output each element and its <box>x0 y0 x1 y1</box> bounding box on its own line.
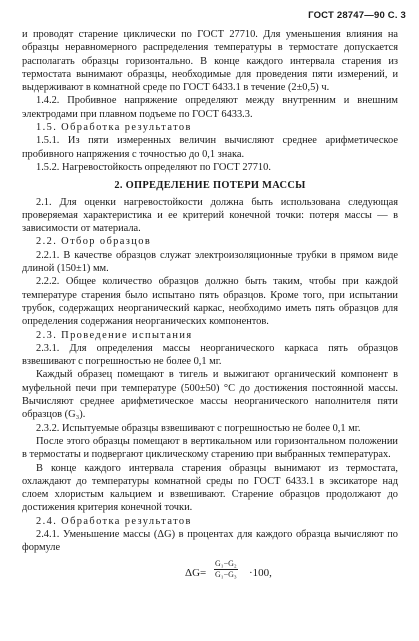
paragraph: После этого образцы помещают в вертикальном или горизонтальном положении в термостаты и подвергают циклическому старению при выбранных температурах. <box>22 435 398 461</box>
formula-lhs: ΔG= <box>185 566 207 579</box>
paragraph: 2.2.2. Общее количество образцов должно быть таким, чтобы при каждой температуре старения было испытано пять образцов. Кроме того, при испытании трубок, содержащих неорганический каркас, необходимо иметь пять образцов для определения содержания неорганических компонентов. <box>22 276 398 328</box>
paragraph: 2.3.2. Испытуемые образцы взвешивают с погрешностью не более 0,1 мг. <box>36 422 361 434</box>
section-heading: 1.5. Обработка результатов <box>36 122 192 134</box>
paragraph: 2.2.1. В качестве образцов служат электроизоляционные трубки в прямом виде длиной (150±1) мм. <box>22 249 398 275</box>
section-heading: 2.2. Отбор образцов <box>36 236 152 248</box>
section-title: 2. ОПРЕДЕЛЕНИЕ ПОТЕРИ МАССЫ <box>114 180 306 192</box>
formula-numerator: G₁−G₂ <box>215 558 237 568</box>
paragraph: Каждый образец помещают в тигель и выжигают органический компонент в муфельной печи при температуре (500±50) °С до достижения постоянной массы. Вычисляют среднее арифметическое массы неорганического наполнителя пяти образцов (G₃). <box>22 369 398 421</box>
page-header: ГОСТ 28747—90 С. 3 <box>308 10 406 21</box>
document-body <box>22 28 398 589</box>
mass-loss-formula <box>22 559 398 589</box>
paragraph: 1.5.2. Нагревостойкость определяют по ГОСТ 27710. <box>36 161 271 173</box>
paragraph: 1.4.2. Пробивное напряжение определяют между внутренним и внешним электродами при плавном подъеме по ГОСТ 6433.3. <box>22 95 398 120</box>
section-heading: 2.3. Проведение испытания <box>36 329 193 341</box>
paragraph: 2.4.1. Уменьшение массы (ΔG) в процентах для каждого образца вычисляют по формуле <box>22 528 398 554</box>
paragraph: 2.1. Для оценки нагревостойкости должна быть использована следующая проверяемая характеристика и ее критерий конечной точки: потеря массы — в зависимости от материала. <box>22 196 398 235</box>
paragraph: 1.5.1. Из пяти измеренных величин вычисляют среднее арифметическое пробивного напряжения с точностью до 0,1 знака. <box>22 135 398 160</box>
paragraph: и проводят старение циклически по ГОСТ 27710. Для уменьшения влияния на образцы неравномерного распределения температуры в термостате допускается располагать образцы горизонтально. В конце каждого интервала старения из термостата вынимают образцы, необходимые для проведения пяти измерений, и выдерживают в комнатной среде по ГОСТ 6433.1 в течение (2±0,5) ч. <box>22 29 398 94</box>
section-heading: 2.4. Обработка результатов <box>36 515 192 527</box>
formula-fraction <box>214 559 238 580</box>
paragraph: В конце каждого интервала старения образцы вынимают из термостата, охлаждают до температуры комнатной среды по ГОСТ 6433.1 в эксикаторе над слоем хлористым кальцием и взвешивают. Старение образцов продолжают до достижения критерия конечной точки. <box>22 462 398 514</box>
paragraph: 2.3.1. Для определения массы неорганического каркаса пять образцов взвешивают с погрешностью не более 0,1 мг. <box>22 342 398 368</box>
formula-denominator: G₁−G₃ <box>215 569 237 579</box>
formula-rhs: ·100, <box>249 566 272 579</box>
